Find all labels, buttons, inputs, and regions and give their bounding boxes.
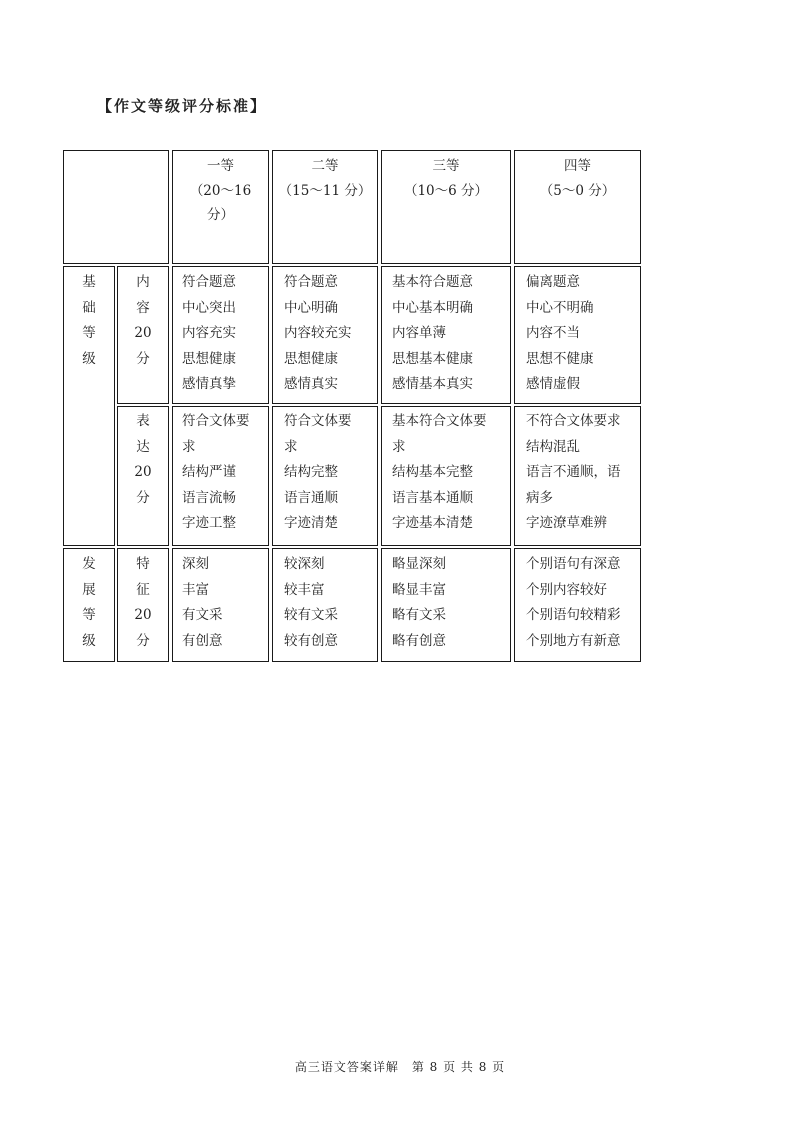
grade-3-range: （10～6 分） (403, 183, 489, 199)
expression-grade-2-text: 符合文体要 求 结构完整 语言通顺 字迹清楚 (284, 413, 352, 531)
page-title: 【作文等级评分标准】 (97, 97, 268, 115)
expression-grade-1-text: 符合文体要 求 结构严谨 语言流畅 字迹工整 (182, 413, 250, 531)
content-label: 内 容 20 分 (134, 274, 152, 367)
grade-2-range: （15～11 分） (278, 183, 372, 199)
dev-level-label: 发 展 等 级 (82, 556, 96, 649)
content-grade-1-text: 符合题意 中心突出 内容充实 思想健康 感情真挚 (182, 274, 236, 392)
grade-1-range-cont: 分） (207, 207, 234, 223)
feature-label: 特 征 20 分 (134, 556, 152, 649)
basic-level-label: 基 础 等 级 (82, 274, 96, 367)
content-grade-2-text: 符合题意 中心明确 内容较充实 思想健康 感情真实 (284, 274, 352, 392)
page-footer: 高三语文答案详解 第 8 页 共 8 页 (294, 1060, 506, 1074)
grade-2-name: 二等 (311, 158, 339, 174)
grade-1-range: （20～16 (189, 183, 252, 199)
header-corner-cell (63, 150, 169, 264)
feature-grade-2-text: 较深刻 较丰富 较有文采 较有创意 (284, 556, 338, 649)
feature-grade-4-text: 个别语句有深意 个别内容较好 个别语句较精彩 个别地方有新意 (526, 556, 621, 649)
grade-4-name: 四等 (564, 158, 591, 174)
expression-label: 表 达 20 分 (134, 413, 152, 506)
feature-grade-3-text: 略显深刻 略显丰富 略有文采 略有创意 (392, 556, 446, 649)
feature-grade-1-text: 深刻 丰富 有文采 有创意 (182, 556, 223, 649)
content-grade-4-text: 偏离题意 中心不明确 内容不当 思想不健康 感情虚假 (526, 274, 594, 392)
expression-grade-4-text: 不符合文体要求 结构混乱 语言不通顺，语 病多 字迹潦草难辨 (526, 413, 621, 531)
grade-4-range: （5～0 分） (539, 183, 616, 199)
grade-3-name: 三等 (432, 158, 460, 174)
content-grade-3-text: 基本符合题意 中心基本明确 内容单薄 思想基本健康 感情基本真实 (392, 274, 473, 392)
grade-1-name: 一等 (207, 158, 234, 174)
expression-grade-3-text: 基本符合文体要 求 结构基本完整 语言基本通顺 字迹基本清楚 (392, 413, 487, 531)
